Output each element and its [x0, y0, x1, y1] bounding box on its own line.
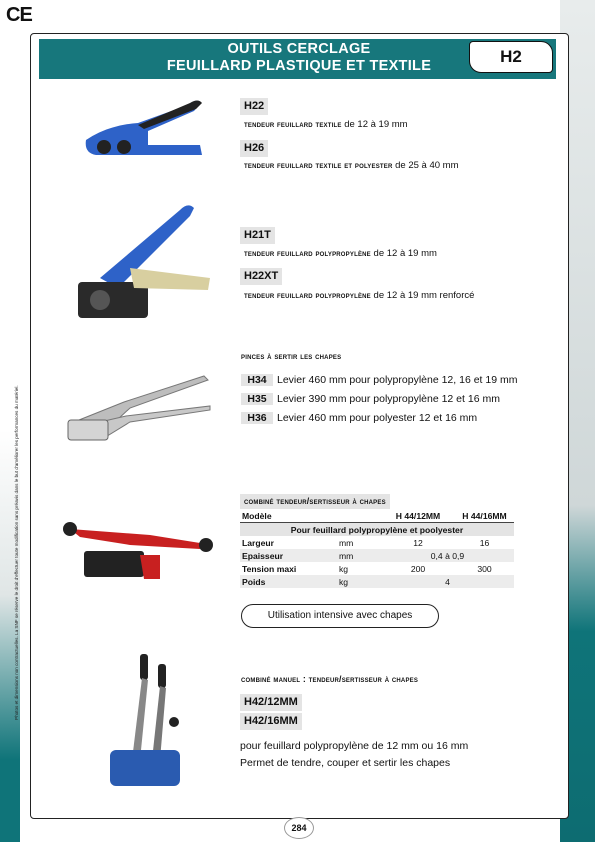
- side-disclaimer: Photos et dimensions non contractuelles. La SNF se réserve le droit d'effectuer toute modification sans préavis dans le but d'améliorer les performances du matériel.: [14, 385, 19, 720]
- crimper-row-h35: H35 Levier 390 mm pour polypropylène 12 et 16 mm: [241, 393, 500, 409]
- crimper-code: H35: [241, 393, 273, 405]
- spec-table: [240, 509, 514, 588]
- page-number: 284: [284, 817, 314, 839]
- product-code-h26: H26: [240, 140, 268, 157]
- table-subheader: Pour feuillard polypropylène et poolyester: [240, 523, 514, 537]
- section5-line-2: Permet de tendre, couper et sertir les chapes: [240, 757, 451, 769]
- usage-pill: Utilisation intensive avec chapes: [241, 604, 439, 628]
- combination-tool-red-image: [60, 515, 220, 585]
- table-row: Largeur mm 12 16: [242, 537, 490, 548]
- product-code-h21t: H21T: [240, 227, 275, 244]
- table-header: Modèle H 44/12MM H 44/16MM: [240, 509, 514, 523]
- product-code-h22xt: H22XT: [240, 268, 282, 285]
- crimper-code: H34: [241, 374, 273, 386]
- product-code-h42-12: H42/12MM: [240, 694, 302, 711]
- product-desc-h21t: tendeur feuillard polypropylène de 12 à 19 mm: [244, 248, 437, 259]
- tensioner-blue-image: [78, 95, 208, 165]
- section-tag: H2: [469, 41, 553, 73]
- product-code-h42-16: H42/16MM: [240, 713, 302, 730]
- section3-title: pinces à sertir les chapes: [241, 351, 342, 361]
- crimping-pliers-image: [64, 372, 216, 442]
- title-line-1: OUTILS CERCLAGE: [227, 41, 371, 57]
- product-desc-h26: tendeur feuillard textile et polyester de 25 à 40 mm: [244, 160, 459, 171]
- manual-combination-tool-image: [92, 650, 202, 800]
- crimper-code: H36: [241, 412, 273, 424]
- crimper-row-h36: H36 Levier 460 mm pour polyester 12 et 16 mm: [241, 412, 477, 428]
- product-code-h22: H22: [240, 98, 268, 115]
- title-line-2: FEUILLARD PLASTIQUE ET TEXTILE: [166, 58, 432, 74]
- section5-line-1: pour feuillard polypropylène de 12 mm ou 16 mm: [240, 740, 469, 752]
- tensioner-polypropylene-image: [70, 198, 220, 328]
- table-row: Epaisseur mm 0,4 à 0,9: [240, 549, 514, 562]
- product-desc-h22xt: tendeur feuillard polypropylène de 12 à 19 mm renforcé: [244, 290, 475, 301]
- ce-mark: CE: [6, 4, 32, 26]
- section4-title: combiné tendeur/sertisseur à chapes: [240, 494, 390, 509]
- product-desc-h22: tendeur feuillard textile de 12 à 19 mm: [244, 119, 408, 130]
- table-row: Poids kg 4: [240, 575, 514, 588]
- section5-title: combiné manuel : tendeur/sertisseur à chapes: [241, 674, 419, 684]
- crimper-row-h34: H34 Levier 460 mm pour polypropylène 12, 16 et 19 mm: [241, 374, 517, 390]
- table-row: Tension maxi kg 200 300: [242, 563, 492, 574]
